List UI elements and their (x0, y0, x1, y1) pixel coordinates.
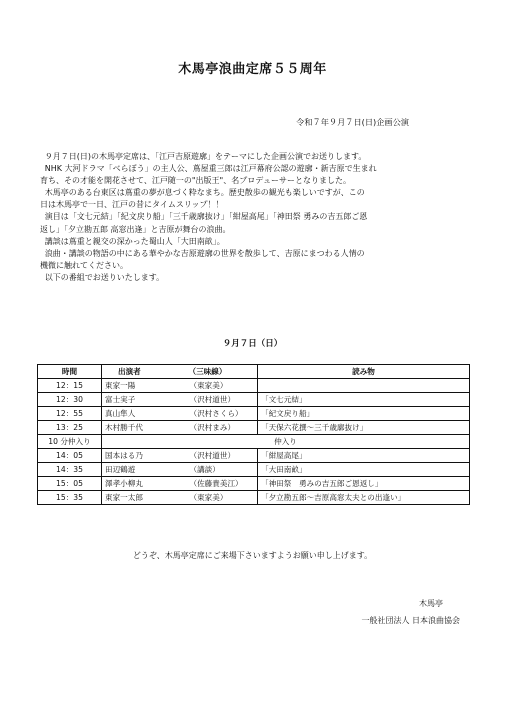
paragraph-line: 講談は蔦重と親交の深かった蜀山人「大田南畝」。 (44, 236, 225, 246)
title-cell: 「大田南畝」 (258, 463, 470, 477)
intermission-time: 10 分仲入り (38, 435, 102, 449)
schedule-heading: ９月７日（日） (222, 339, 283, 349)
closing-message: どうぞ、木馬亭定席にご来場下さいますようお願い申し上げます。 (132, 551, 373, 560)
performer-cell: 東家一太郎 (102, 491, 186, 505)
intermission-label: 仲入り (102, 435, 470, 449)
time-cell: 12：15 (38, 379, 102, 393)
time-cell: 12：30 (38, 393, 102, 407)
title-header: 読み物 (258, 365, 470, 379)
table-row (38, 379, 470, 393)
paragraph-line: 機微に触れてください。 (40, 260, 128, 270)
samisen-cell: （沢村道世） (186, 449, 258, 463)
samisen-header: （三味線） (186, 365, 258, 379)
samisen-cell: （講談） (186, 463, 258, 477)
performer-cell: 木村勝千代 (102, 421, 186, 435)
performer-cell: 国本はる乃 (102, 449, 186, 463)
samisen-cell: （東家美） (186, 379, 258, 393)
performer-cell: 澤孝小柳丸 (102, 477, 186, 491)
title-cell: 「紀文戻り船」 (258, 407, 470, 421)
intro-text (40, 151, 470, 284)
samisen-cell: （沢村まみ） (186, 421, 258, 435)
title-cell: 「神田祭 勇みの吉五郎ご恩返し」 (258, 477, 470, 491)
time-cell: 15：35 (38, 491, 102, 505)
intermission-row (38, 435, 470, 449)
table-row (38, 491, 470, 505)
table-row (38, 393, 470, 407)
signature-organization: 一般社団法人 日本浪曲協会 (361, 616, 460, 625)
title-cell: 「天保六花撰～三千歳廓抜け」 (258, 421, 470, 435)
title-cell: 「紺屋高尾」 (258, 449, 470, 463)
event-date: 令和７年９月７日(日)企画公演 (296, 117, 409, 127)
paragraph-line: 育ち、その才能を開花させて、江戸随一の"出版王"、名プロデューサーとなりました。 (40, 176, 351, 186)
table-header-row (38, 365, 470, 379)
time-cell: 14：35 (38, 463, 102, 477)
samisen-cell: （沢村道世） (186, 393, 258, 407)
paragraph-line: 浪曲・講談の物語の中にある華やかな吉原遊廓の世界を散歩して、吉原にまつわる人情の (44, 248, 365, 258)
paragraph-line: 日は木馬亭で一日、江戸の昔にタイムスリップ！！ (40, 200, 224, 210)
table-row (38, 449, 470, 463)
title-cell (258, 379, 470, 393)
samisen-cell: （佐藤貴美江） (186, 477, 258, 491)
time-cell: 15：05 (38, 477, 102, 491)
samisen-cell: （沢村さくら） (186, 407, 258, 421)
schedule-table (37, 364, 470, 505)
page-title: 木馬亭浪曲定席５５周年 (178, 62, 327, 77)
paragraph-line: 以下の番組でお送りいたします。 (44, 272, 165, 282)
performer-cell: 田辺鶴遊 (102, 463, 186, 477)
paragraph-line: 演目は「文七元結」「紀文戻り船」「三千歳廓抜け」「紺屋高尾」「神田祭 勇みの吉五郎ご恩 (44, 212, 368, 222)
performer-header: 出演者 (102, 365, 186, 379)
time-cell: 12：55 (38, 407, 102, 421)
samisen-cell: （東家美） (186, 491, 258, 505)
time-cell: 14：05 (38, 449, 102, 463)
time-cell: 13：25 (38, 421, 102, 435)
title-cell: 「文七元結」 (258, 393, 470, 407)
table-row (38, 421, 470, 435)
paragraph-line: ９月７日(日)の木馬亭定席は、「江戸吉原遊廓」をテーマにした企画公演でお送りします。 (44, 152, 367, 161)
table-row (38, 477, 470, 491)
paragraph-line: NHK 大河ドラマ「べらぼう」の主人公、蔦屋重三郎は江戸幕府公認の遊廓・新吉原で生まれ (44, 164, 377, 174)
performer-cell: 真山隼人 (102, 407, 186, 421)
table-row (38, 407, 470, 421)
table-row (38, 463, 470, 477)
title-cell: 「夕立勘五郎～吉原高窓太夫との出逢い」 (258, 491, 470, 505)
paragraph-line: 返し」「夕立勘五郎 高窓出逢」と吉原が舞台の浪曲。 (40, 224, 231, 234)
time-header: 時間 (38, 365, 102, 379)
performer-cell: 富士実子 (102, 393, 186, 407)
performer-cell: 東家一陽 (102, 379, 186, 393)
paragraph-line: 木馬亭のある台東区は蔦重の夢が息づく粋なまち。歴史散歩の観光も楽しいですが、この (44, 188, 365, 198)
signature-venue: 木馬亭 (419, 599, 443, 608)
